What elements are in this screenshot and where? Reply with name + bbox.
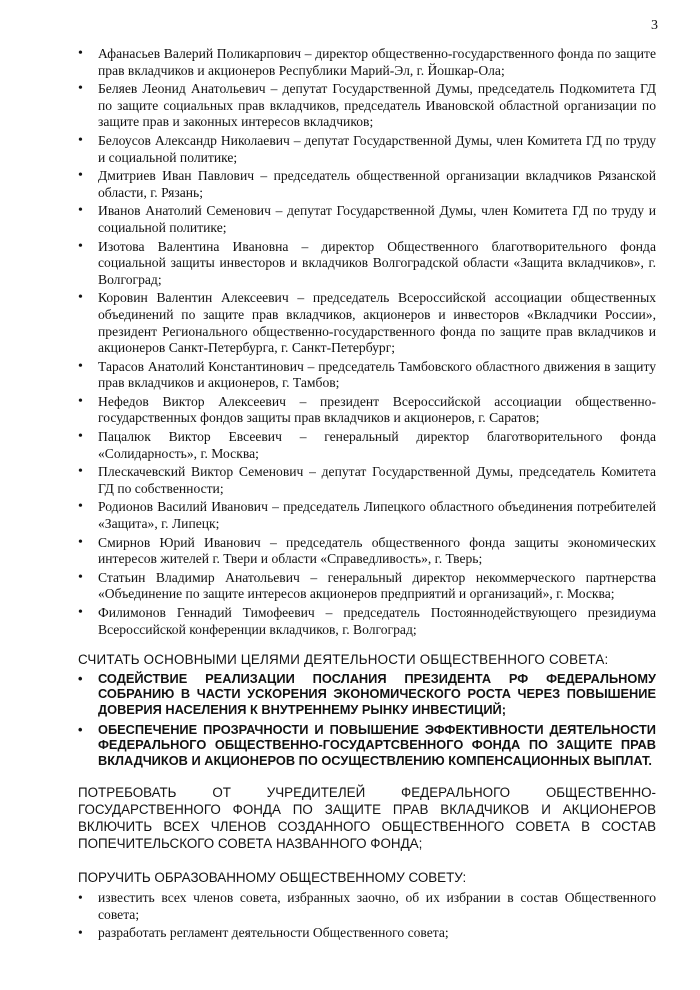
member-item: • Изотова Валентина Ивановна – директор Общественного благотворительного фонда социальной защиты инвесторов и вкладчиков Волгоградской области «Защита вкладчиков», г. Волгоград; [78,239,656,289]
member-item: • Пацалюк Виктор Евсеевич – генеральный директор благотворительного фонда «Солидарность», г. Москва; [78,429,656,462]
goals-list [78,671,656,769]
council-members-list [78,46,656,638]
instruct-heading: ПОРУЧИТЬ ОБРАЗОВАННОМУ ОБЩЕСТВЕННОМУ СОВЕТУ: [78,870,467,886]
member-item: • Дмитриев Иван Павлович – председатель общественной организации вкладчиков Рязанской области, г. Рязань; [78,168,656,201]
member-item: • Белоусов Александр Николаевич – депутат Государственной Думы, член Комитета ГД по труду и социальной политике; [78,133,656,166]
page-number: 3 [651,18,658,33]
member-item: • Нефедов Виктор Алексеевич – президент Всероссийской ассоциации общественно-государственных фондов защиты прав вкладчиков и акционеров, г. Саратов; [78,394,656,427]
member-item: • Афанасьев Валерий Поликарпович – директор общественно-государственного фонда по защите прав вкладчиков и акционеров Республики Марий-Эл, г. Йошкар-Ола; [78,46,656,79]
task-item: • разработать регламент деятельности Общественного совета; [78,925,656,942]
member-item: • Филимонов Геннадий Тимофеевич – председатель Постояннодействующего президиума Всероссийской конференции вкладчиков, г. Волгоград; [78,605,656,638]
member-item: • Плескачевский Виктор Семенович – депутат Государственной Думы, председатель Комитета ГД по собственности; [78,464,656,497]
member-item: • Родионов Василий Иванович – председатель Липецкого областного объединения потребителей «Защита», г. Липецк; [78,499,656,532]
goal-item: • СОДЕЙСТВИЕ РЕАЛИЗАЦИИ ПОСЛАНИЯ ПРЕЗИДЕНТА РФ ФЕДЕРАЛЬНОМУ СОБРАНИЮ В ЧАСТИ УСКОРЕНИЯ ЭКОНОМИЧЕСКОГО РОСТА ЧЕРЕЗ ПОВЫШЕНИЕ ДОВЕРИЯ НАСЕЛЕНИЯ К ВНУТРЕННЕМУ РЫНКУ ИНВЕСТИЦИЙ; [78,671,656,718]
member-item: • Иванов Анатолий Семенович – депутат Государственной Думы, член Комитета ГД по труду и социальной политике; [78,203,656,236]
task-item: • известить всех членов совета, избранных заочно, об их избрании в состав Общественного совета; [78,890,656,923]
member-item: • Беляев Леонид Анатольевич – депутат Государственной Думы, председатель Подкомитета ГД по защите социальных прав вкладчиков, председатель Ивановской областной организации по защите прав и законных интересов вкладчиков; [78,81,656,131]
goal-item: • ОБЕСПЕЧЕНИЕ ПРОЗРАЧНОСТИ И ПОВЫШЕНИЕ ЭФФЕКТИВНОСТИ ДЕЯТЕЛЬНОСТИ ФЕДЕРАЛЬНОГО ОБЩЕСТВЕННО-ГОСУДАРТСВЕННОГО ФОНДА ПО ЗАЩИТЕ ПРАВ ВКЛАДЧИКОВ И АКЦИОНЕРОВ ПО ОСУЩЕСТВЛЕНИЮ КОМПЕНСАЦИОННЫХ ВЫПЛАТ. [78,722,656,769]
member-item: • Смирнов Юрий Иванович – председатель общественного фонда защиты экономических интересов жителей г. Твери и области «Справедливость», г. Тверь; [78,535,656,568]
member-item: • Тарасов Анатолий Константинович – председатель Тамбовского областного движения в защиту прав вкладчиков и акционеров, г. Тамбов; [78,359,656,392]
goals-heading: СЧИТАТЬ ОСНОВНЫМИ ЦЕЛЯМИ ДЕЯТЕЛЬНОСТИ ОБЩЕСТВЕННОГО СОВЕТА: [78,652,609,668]
demand-paragraph: ПОТРЕБОВАТЬ ОТ УЧРЕДИТЕЛЕЙ ФЕДЕРАЛЬНОГО ОБЩЕСТВЕННО-ГОСУДАРСТВЕННОГО ФОНДА ПО ЗАЩИТЕ ПРАВ ВКЛАДЧИКОВ И АКЦИОНЕРОВ ВКЛЮЧИТЬ ВСЕХ ЧЛЕНОВ СОЗДАННОГО ОБЩЕСТВЕННОГО СОВЕТА В СОСТАВ ПОПЕЧИТЕЛЬСКОГО СОВЕТА НАЗВАННОГО ФОНДА; [78,785,656,852]
tasks-list [78,890,656,942]
member-item: • Коровин Валентин Алексеевич – председатель Всероссийской ассоциации общественных объединений по защите прав вкладчиков, акционеров и инвесторов «Вкладчики России», президент Регионального общественно-государственного фонда по защите прав вкладчиков и акционеров Санкт-Петербурга, г. Санкт-Петербург; [78,290,656,356]
document-body [78,46,656,944]
member-item: • Статьин Владимир Анатольевич – генеральный директор некоммерческого партнерства «Объединение по защите интересов акционеров предприятий и организаций», г. Москва; [78,570,656,603]
